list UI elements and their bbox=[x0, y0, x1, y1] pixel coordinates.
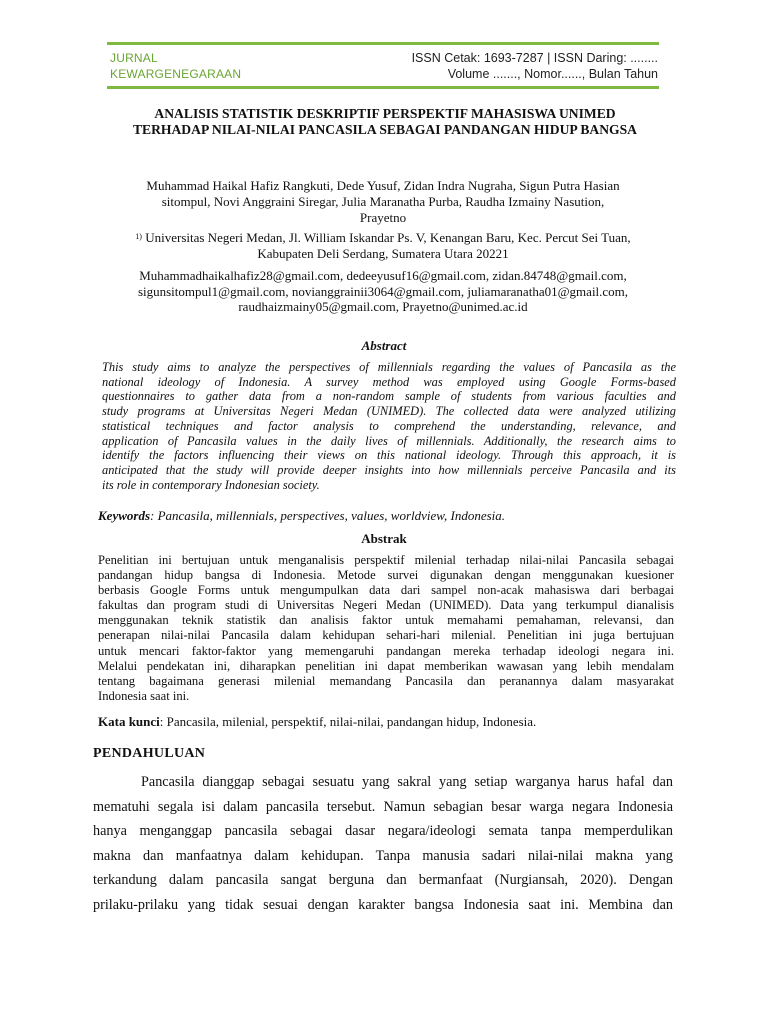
email-line1: Muhammadhaikalhafiz28@gmail.com, dedeeyusuf16@gmail.com, zidan.84748@gmail.com, bbox=[139, 268, 627, 283]
abstract-line: statistical techniques and factor analysis to comprehend the understanding, relevance, and bbox=[102, 418, 676, 433]
author-line3: Prayetno bbox=[359, 210, 407, 225]
abstract-heading: Abstract bbox=[361, 338, 407, 353]
body-line: Pancasila dianggap sebagai sesuatu yang sakral yang setiap warganya harus hafal dan bbox=[141, 774, 673, 790]
abstrak-line: Melalui pendekatan ini, diharapkan penelitian ini dapat memberikan wawasan yang lebih mendalam bbox=[98, 658, 674, 673]
author-list bbox=[95, 178, 671, 226]
abstract-line: questionnaires to gather data from a non-random sample of students from various faculties and bbox=[102, 389, 676, 404]
kata-kunci bbox=[98, 714, 678, 730]
abstrak-line: tentang bagaimana generasi milenial memandang Pancasila dan peranannya dalam masyarakat bbox=[98, 673, 674, 688]
body-line: makna dan manfaatnya dalam kehidupan. Tanpa manusia sadari nilai-nilai makna yang bbox=[93, 847, 673, 864]
abstrak-line: fakultas dan program studi di Universitas Negeri Medan (UNIMED). Data yang terkumpul dianalisis bbox=[98, 598, 674, 613]
affiliation-text1: Universitas Negeri Medan, Jl. William Iskandar Ps. V, Kenangan Baru, Kec. Percut Sei Tuan, bbox=[141, 230, 631, 245]
abstrak-line: pandangan hidup bangsa di Indonesia. Metode survei digunakan dengan menggunakan kuesioner bbox=[98, 568, 674, 583]
keywords-label: Keywords bbox=[98, 508, 150, 523]
abstrak-line: Penelitian ini bertujuan untuk menganalisis perspektif milenial terhadap nilai-nilai Pancasila sebagai bbox=[98, 553, 674, 567]
affiliation-line2: Kabupaten Deli Serdang, Sumatera Utara 20221 bbox=[257, 246, 509, 261]
abstract-line: anticipated that the study will provide deeper insights into how millennials perceive Pancasila and its bbox=[102, 462, 676, 477]
author-line2: sitompul, Novi Anggraini Siregar, Julia Maranatha Purba, Raudha Izmainy Nasution, bbox=[161, 194, 605, 209]
abstract-line: application of Pancasila values in the daily lives of millennials. Additionally, the research aims to bbox=[102, 433, 676, 448]
abstract-line: study programs at Universitas Negeri Medan (UNIMED). The collected data were analyzed utilizing bbox=[102, 404, 676, 419]
issn-line: ISSN Cetak: 1693-7287 | ISSN Daring: ........ bbox=[411, 51, 658, 65]
journal-name-line2: KEWARGENEGARAAN bbox=[110, 67, 242, 81]
author-emails bbox=[95, 268, 671, 315]
abstract-line: identify the factors influencing their views on this national ideology. Through this approach, it is bbox=[102, 448, 676, 463]
abstrak-line: menggunakan teknik statistik dan analisis faktor untuk memahami pemahaman, relevansi, dan bbox=[98, 613, 674, 628]
journal-name-line1: JURNAL bbox=[110, 51, 158, 65]
abstract-line: This study aims to analyze the perspectives of millennials regarding the values of Pancasila as the bbox=[102, 360, 676, 374]
header-bottom-rule bbox=[107, 86, 659, 89]
body-line: hanya menganggap pancasila sebagai dasar negara/ideologi semata tanpa memperdulikan bbox=[93, 823, 673, 839]
abstract-line: its role in contemporary Indonesian society. bbox=[102, 477, 320, 492]
body-line: prilaku-prilaku yang tidak sesuai dengan karakter bangsa Indonesia saat ini. Membina dan bbox=[93, 896, 673, 913]
kata-kunci-label: Kata kunci bbox=[98, 714, 160, 729]
header-top-rule bbox=[107, 42, 659, 45]
body-line: mematuhi segala isi dalam pancasila tersebut. Namun sebagian besar warga negara Indonesia bbox=[93, 798, 673, 815]
affiliation bbox=[95, 230, 671, 262]
abstrak-line: Indonesia saat ini. bbox=[98, 688, 190, 703]
keywords bbox=[98, 508, 678, 524]
affiliation-marker: 1) bbox=[135, 232, 142, 241]
affiliation-line1 bbox=[95, 230, 671, 246]
abstract-body bbox=[102, 360, 676, 492]
author-line1: Muhammad Haikal Hafiz Rangkuti, Dede Yusuf, Zidan Indra Nugraha, Sigun Putra Hasian bbox=[146, 178, 620, 193]
section-heading-pendahuluan: PENDAHULUAN bbox=[93, 746, 206, 761]
abstrak-heading: Abstrak bbox=[361, 531, 407, 546]
abstrak-line: untuk mencari faktor-faktor yang memengaruhi pandangan mereka terhadap ideologi negara ini. bbox=[98, 643, 674, 658]
volume-line: Volume ......., Nomor......, Bulan Tahun bbox=[447, 67, 658, 81]
keywords-text: : Pancasila, millennials, perspectives, values, worldview, Indonesia. bbox=[150, 508, 506, 523]
email-line3: raudhaizmainy05@gmail.com, Prayetno@unimed.ac.id bbox=[238, 299, 528, 314]
pendahuluan-body bbox=[93, 770, 673, 917]
journal-issn-info bbox=[338, 50, 658, 82]
journal-name bbox=[110, 50, 310, 82]
abstrak-line: berbasis Google Forms untuk mengumpulkan data dari sampel non-acak mahasiswa dari berbagai bbox=[98, 583, 674, 598]
body-line: terkandung dalam pancasila sangat berguna dan bermanfaat (Nurgiansah, 2020). Dengan bbox=[93, 872, 673, 888]
kata-kunci-text: : Pancasila, milenial, perspektif, nilai-nilai, pandangan hidup, Indonesia. bbox=[159, 714, 537, 729]
paper-title-line1: ANALISIS STATISTIK DESKRIPTIF PERSPEKTIF MAHASISWA UNIMED bbox=[154, 106, 616, 121]
paper-title bbox=[90, 106, 680, 138]
abstrak-body bbox=[98, 553, 674, 704]
email-line2: sigunsitompul1@gmail.com, novianggrainii3064@gmail.com, juliamaranatha01@gmail.com, bbox=[137, 283, 629, 299]
abstract-line: national ideology of Indonesia. A survey method was employed using Google Forms-based bbox=[102, 374, 676, 389]
abstrak-line: penerapan nilai-nilai Pancasila dalam kehidupan sehari-hari milenial. Penelitian ini juga bertujuan bbox=[98, 628, 674, 643]
paper-title-line2: TERHADAP NILAI-NILAI PANCASILA SEBAGAI PANDANGAN HIDUP BANGSA bbox=[132, 122, 638, 137]
